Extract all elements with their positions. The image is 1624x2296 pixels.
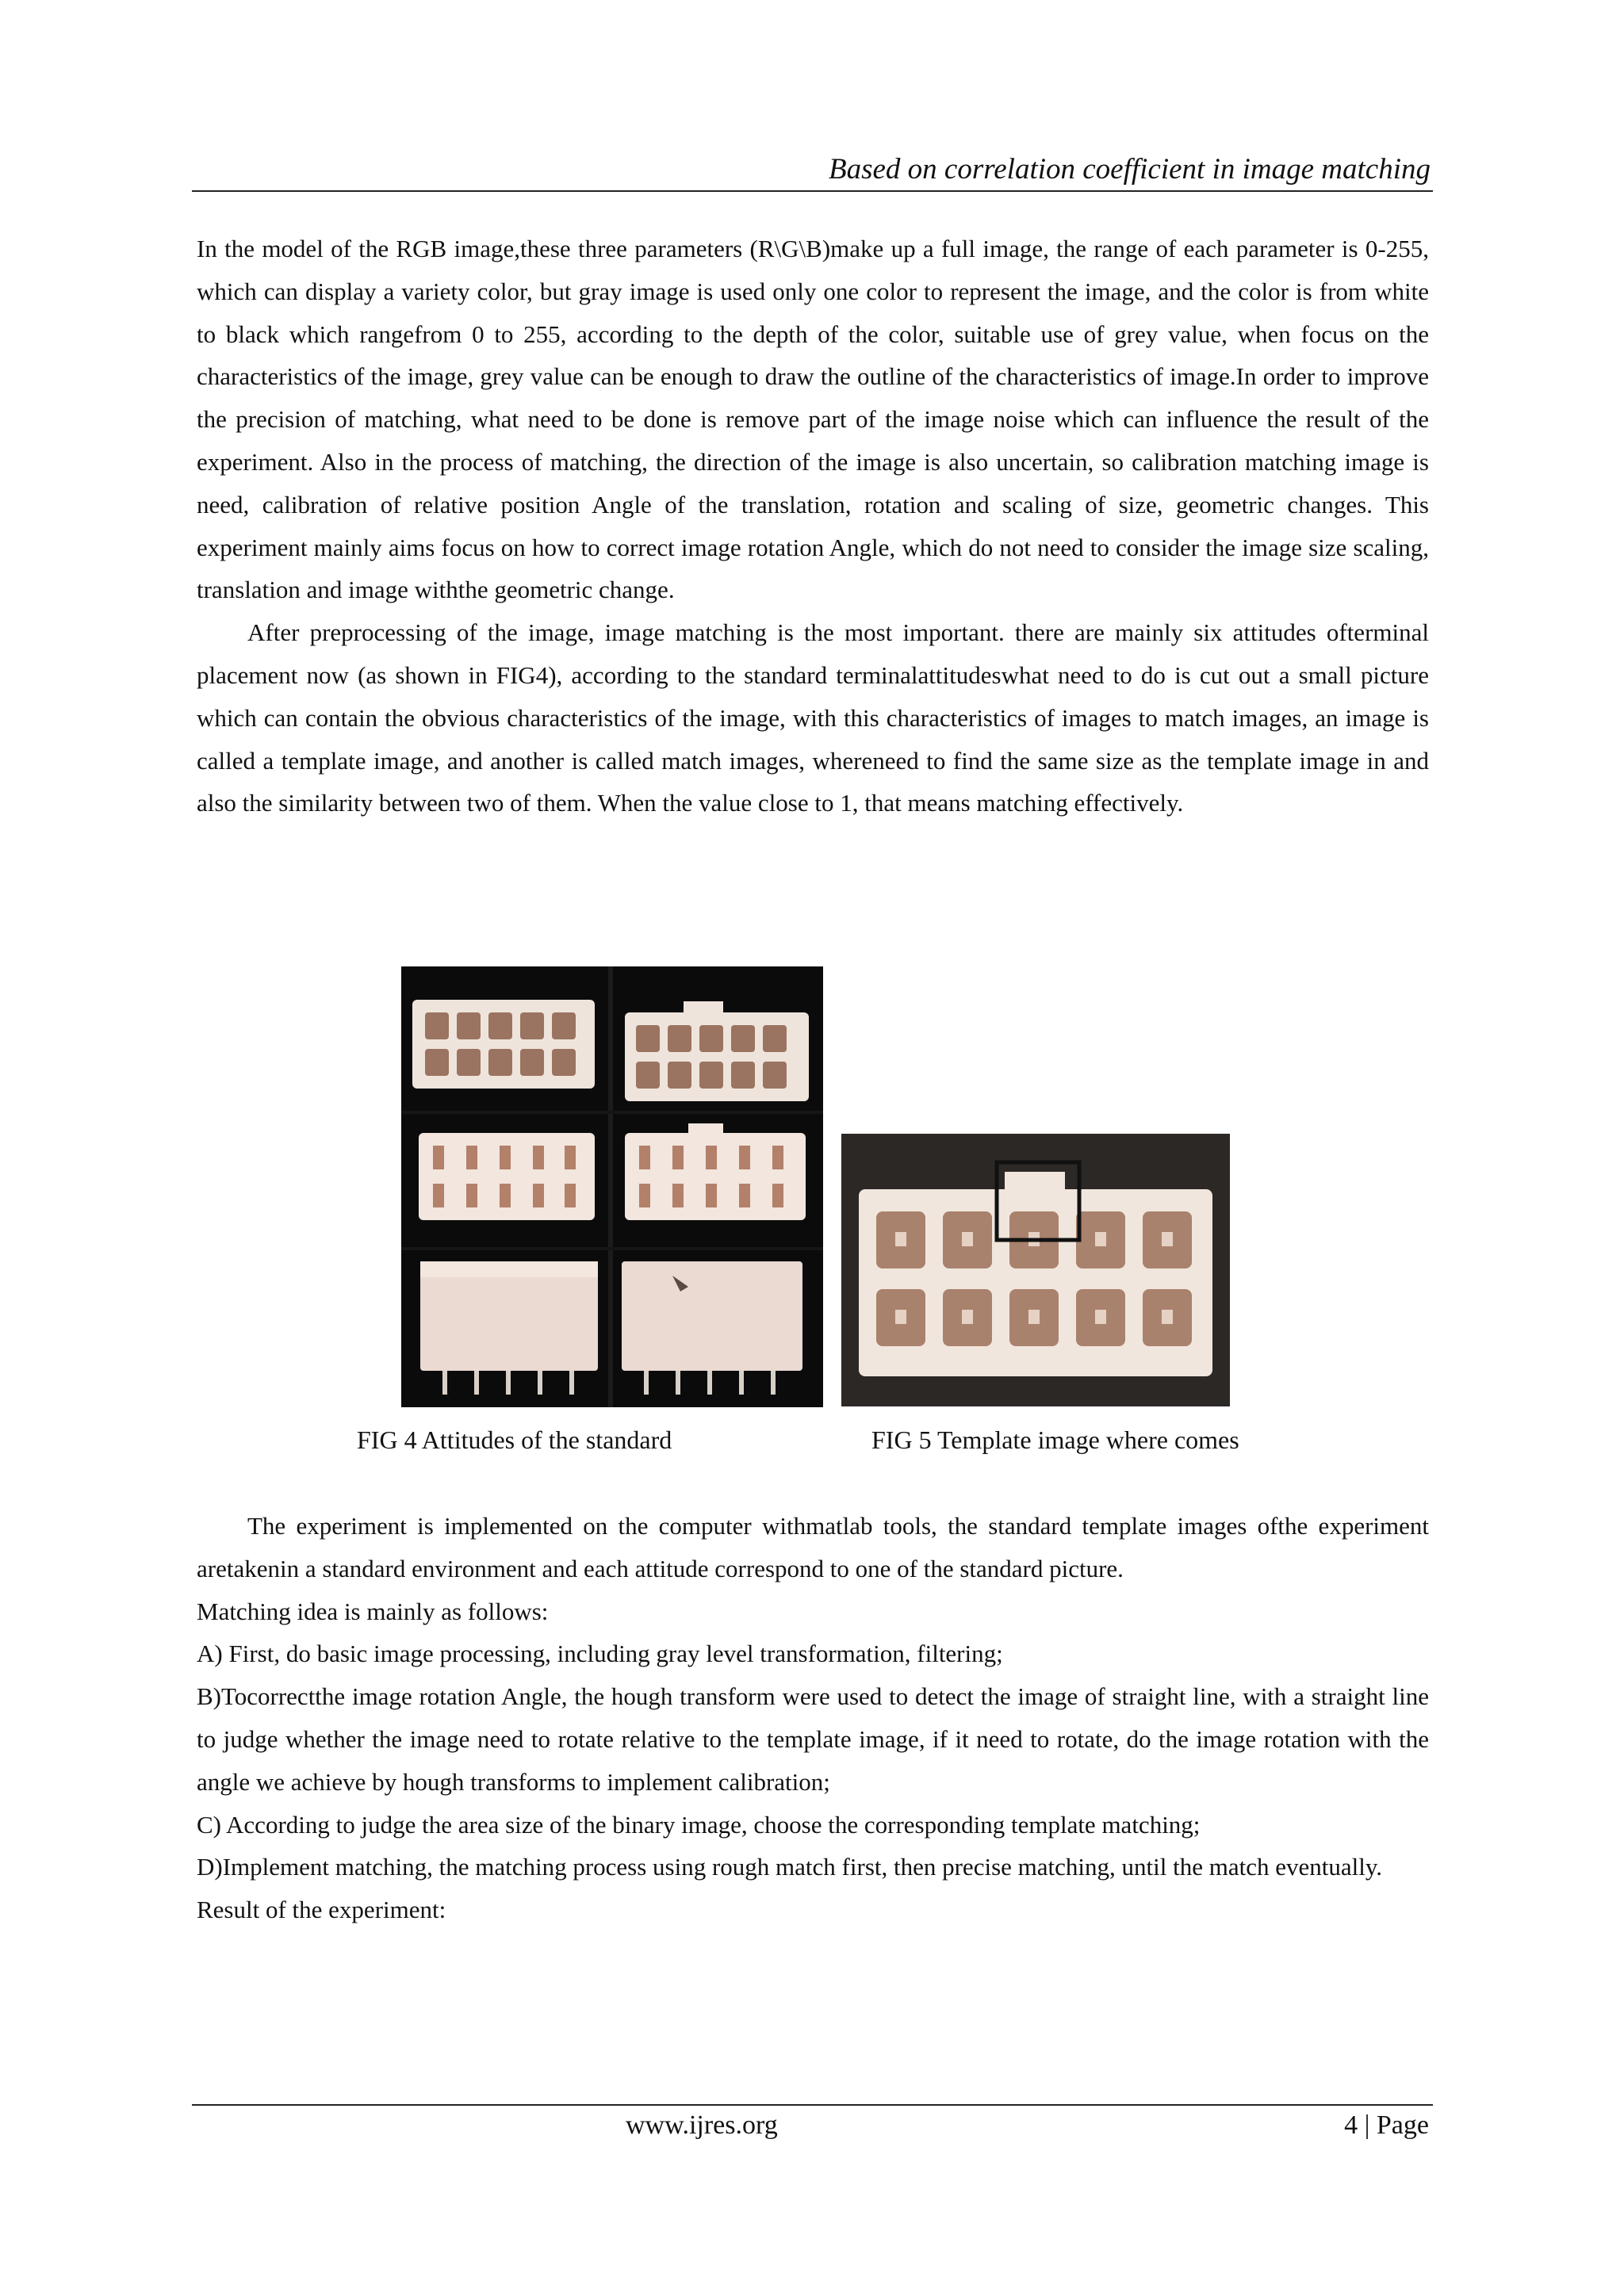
figure-4-standard-attitudes-photo xyxy=(401,966,823,1407)
list-item-step-d: D)Implement matching, the matching process using rough match first, then precise matching, until the match eventually. xyxy=(197,1853,1383,1881)
footer-website: www.ijres.org xyxy=(626,2110,778,2140)
figure-4-caption: FIG 4 Attitudes of the standard xyxy=(357,1425,672,1454)
header-divider xyxy=(192,190,1433,192)
running-header-title: Based on correlation coefficient in image matching xyxy=(828,153,1431,186)
paragraph-experiment-setup: The experiment is implemented on the computer withmatlab tools, the standard template images ofthe experiment aretakenin a standard environment and each attitude correspond to one of the standard picture. xyxy=(197,1512,1429,1582)
line-result-heading: Result of the experiment: xyxy=(197,1896,446,1924)
paragraph-preprocessing: After preprocessing of the image, image matching is the most important. there are mainly six attitudes ofterminal placement now (as shown in FIG4), according to the standard terminalattitudeswhat need to do is cut out a small picture which can contain the obvious characteristics of the image, with this characteristics of images to match images, an image is called a template image, and another is called match images, whereneed to find the same size as the template image in and also the similarity between two of them. When the value close to 1, that means matching effectively. xyxy=(197,618,1429,817)
list-item-step-a: A) First, do basic image processing, including gray level transformation, filtering; xyxy=(197,1640,1003,1668)
footer-page-number: 4 | Page xyxy=(1344,2110,1429,2140)
line-matching-idea: Matching idea is mainly as follows: xyxy=(197,1597,549,1625)
list-item-step-b: B)Tocorrectthe image rotation Angle, the hough transform were used to detect the image of straight line, with a straight line to judge whether the image need to rotate relative to the template image, if it need to rotate, do the image rotation with the angle we achieve by hough transforms to implement calibration; xyxy=(197,1682,1429,1796)
figure-5-template-image-photo xyxy=(841,1134,1230,1406)
body-text-top xyxy=(197,228,1429,825)
list-item-step-c: C) According to judge the area size of the binary image, choose the corresponding template matching; xyxy=(197,1810,1201,1839)
footer-divider xyxy=(192,2104,1433,2106)
body-text-bottom xyxy=(197,1505,1429,1931)
figure-5-caption: FIG 5 Template image where comes xyxy=(871,1425,1239,1454)
paragraph-rgb-model: In the model of the RGB image,these three parameters (R\G\B)make up a full image, the range of each parameter is 0-255, which can display a variety color, but gray image is used only one color to represent the image, and the color is from white to black which rangefrom 0 to 255, according to the depth of the color, suitable use of grey value, when focus on the characteristics of the image, grey value can be enough to draw the outline of the characteristics of image.In order to improve the precision of matching, what need to be done is remove part of the image noise which can influence the result of the experiment. Also in the process of matching, the direction of the image is also uncertain, so calibration matching image is need, calibration of relative position Angle of the translation, rotation and scaling of size, geometric changes. This experiment mainly aims focus on how to correct image rotation Angle, which do not need to consider the image size scaling, translation and image withthe geometric change. xyxy=(197,235,1429,604)
